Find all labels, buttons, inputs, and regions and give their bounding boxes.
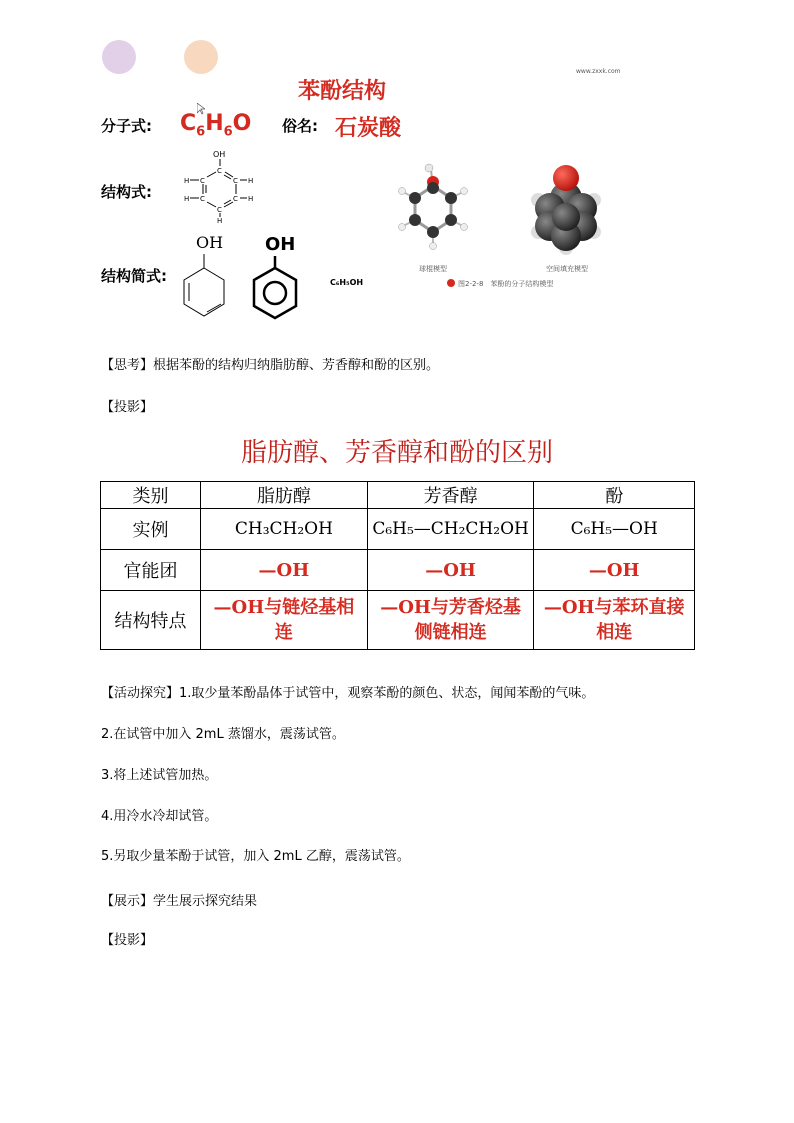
struct-c1: C [217, 167, 222, 175]
space-filling-model [526, 156, 606, 266]
struct-h3: H [184, 195, 190, 203]
cell-example-phenol: C₆H₅—OH [534, 509, 695, 550]
struct-c5: C [233, 195, 238, 203]
simplified-label: 结构简式: [101, 267, 167, 285]
structural-label: 结构式: [101, 183, 152, 201]
activity-step-1: 【活动探究】1.取少量苯酚晶体于试管中，观察苯酚的颜色、状态，闻闻苯酚的气味。 [101, 686, 595, 701]
decor-circle-purple [102, 40, 136, 74]
cell-example-aliphatic: CH₃CH₂OH [201, 509, 368, 550]
figure-marker-icon [447, 279, 455, 287]
watermark: www.zxxk.com [576, 68, 621, 75]
cell-feature-aromatic: —OH与芳香烃基侧链相连 [367, 591, 534, 650]
header-category: 类别 [101, 482, 201, 509]
table-row [101, 591, 695, 650]
common-name: 石炭酸 [335, 116, 402, 141]
cell-feature-aliphatic: —OH与链烃基相连 [201, 591, 368, 650]
comparison-table [100, 481, 695, 650]
cell-fg-phenol: —OH [534, 550, 695, 591]
struct-c6: C [217, 206, 222, 214]
projection-2: 【投影】 [101, 933, 154, 948]
struct-h5: H [217, 217, 223, 224]
think-text: 【思考】根据苯酚的结构归纳脂肪醇、芳香醇和酚的区别。 [101, 358, 440, 373]
projection-1: 【投影】 [101, 400, 154, 415]
activity-step-2: 2.在试管中加入 2mL 蒸馏水，震荡试管。 [101, 727, 345, 742]
figure-caption: 图2-2-8 苯酚的分子结构模型 [458, 280, 554, 288]
space-filling-caption: 空间填充模型 [546, 265, 588, 273]
page-title: 苯酚结构 [298, 79, 387, 104]
cell-example-aromatic: C₆H₅—CH₂CH₂OH [367, 509, 534, 550]
ball-stick-caption: 球棍模型 [419, 265, 447, 273]
phenol-line-structure-2 [250, 256, 300, 330]
row-label-example: 实例 [101, 509, 201, 550]
struct-h1: H [184, 177, 190, 185]
phenol-line-structure-1 [180, 252, 228, 326]
struct-c3: C [233, 177, 238, 185]
table-header-row [101, 482, 695, 509]
struct-c4: C [200, 195, 205, 203]
table-title: 脂肪醇、芳香醇和酚的区别 [240, 438, 553, 468]
header-phenol: 酚 [534, 482, 695, 509]
cell-feature-phenol: —OH与苯环直接相连 [534, 591, 695, 650]
row-label-functional-group: 官能团 [101, 550, 201, 591]
show-text: 【展示】学生展示探究结果 [101, 894, 258, 909]
struct-c2: C [200, 177, 205, 185]
row-label-structure-feature: 结构特点 [101, 591, 201, 650]
struct-h4: H [248, 195, 254, 203]
formula-label: 分子式: [101, 117, 152, 135]
cell-fg-aliphatic: —OH [201, 550, 368, 591]
oh-serif-label: OH [196, 233, 224, 252]
activity-step-3: 3.将上述试管加热。 [101, 768, 218, 783]
common-name-label: 俗名: [282, 117, 318, 135]
table-row [101, 550, 695, 591]
cell-fg-aromatic: —OH [367, 550, 534, 591]
header-aliphatic: 脂肪醇 [201, 482, 368, 509]
structural-formula-diagram [180, 146, 256, 228]
decor-circle-orange [184, 40, 218, 74]
activity-step-4: 4.用冷水冷却试管。 [101, 809, 218, 824]
condensed-formula: C₆H₅OH [330, 278, 364, 287]
table-row [101, 509, 695, 550]
activity-step-5: 5.另取少量苯酚于试管，加入 2mL 乙醇，震荡试管。 [101, 849, 410, 864]
header-aromatic: 芳香醇 [367, 482, 534, 509]
oh-bold-label: OH [265, 234, 296, 255]
struct-h2: H [248, 177, 254, 185]
struct-oh: OH [213, 150, 226, 159]
ball-stick-model [393, 160, 473, 264]
molecular-formula: $C_6H_6O$ [180, 111, 252, 140]
